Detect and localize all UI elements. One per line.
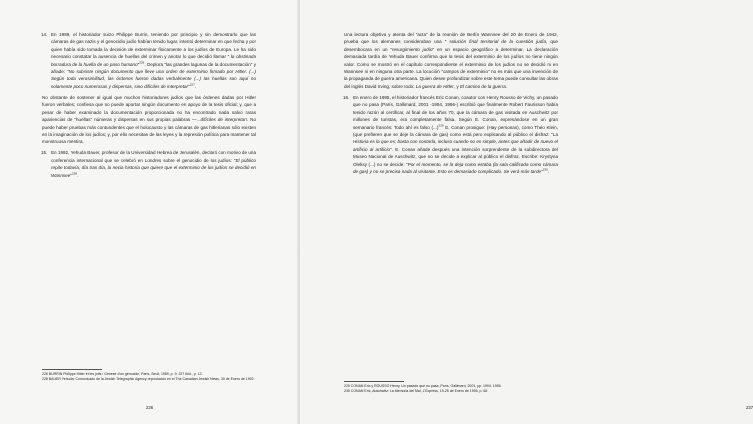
footnote-ref: 227 bbox=[189, 82, 195, 87]
text-run: En 1992, Yehuda Bauer, profesor de la Universidad Hebrea de Jerusalén, declaró con motivo de una conferencia internacional que se celebró en Londres sobre el genocidio de los judíos: " bbox=[51, 150, 256, 163]
text-run: E. Conan prosigue: (Hay personas), como Théo Klein, (que prefieren que se deje la cámara de gas) como está pero explicando al público el disfraz: " bbox=[353, 124, 558, 137]
text-run: " bbox=[137, 61, 140, 67]
paragraph bbox=[344, 94, 558, 175]
footnote: 230 CONAN Eric, Auschwitz: La Memoria del Mal, L'Express, 19-25 de Enero de 1995, p. 68 bbox=[344, 389, 488, 394]
text-run: En enero de 1995, el historiador francés Eric Conan, coautor con Henry Rousso de Vichy, un pasado que no pasa (París, Gallimard, 2001 -1994, 1996-) escribió que finalmente Robert Faurisson había tenido razón al certificar, al final de los años 70, que la cámara de gas visitada en Auschwitz por millones de turistas, era completamente falsa. Según E. Conan, expresándose en un gran semanario francés: Todo ahí es falso (...) bbox=[353, 94, 558, 130]
left-footnote-rule bbox=[42, 369, 102, 370]
text-run: Una lectura objetiva y atenta del "acta" de la reunión de Berlín Wannsee del 20 de Enero de 1942, prueba que los alemanes consideraban una " bbox=[344, 32, 558, 45]
right-footnotes bbox=[344, 384, 558, 394]
paragraph bbox=[42, 31, 256, 90]
text-run: . Deplora "las grandes lagunas de la documentación" y añade: " bbox=[51, 61, 257, 75]
paragraph bbox=[42, 94, 256, 146]
left-page-number: 236 bbox=[146, 405, 154, 410]
text-run: . bbox=[77, 172, 79, 178]
right-page-number: 237 bbox=[746, 405, 753, 410]
right-page bbox=[300, 0, 753, 424]
footnote: 228 BAUER Yehuda, Comunicado de la Jewish Telegraphic Agency reproducido en el The Canadian Jewish News, 30 de Enero de 1992. bbox=[42, 377, 255, 382]
text-run: No subsiste ningún documento que lleve una orden de exterminio firmado por Hitler. (...) Según toda verosimilitud, las órdenes fueron dadas verbalmente (...) las huellas son aquí no solamente poco numerosas y dispersas, sino difíciles de interpretar bbox=[51, 69, 256, 89]
footnote-ref: 230 bbox=[542, 167, 548, 172]
footnote-ref: 228 bbox=[71, 171, 77, 176]
text-run: ". E. Conan añade después una intención sorprendente de la subdirectora del Museo Nacional de Auschwitz, que no se decide a explicar al público el disfraz. Escribe: Krystyna Oleksy (...) no se decide: " bbox=[353, 146, 559, 167]
text-run: la obstinada borradura de la huella de un paso humano bbox=[51, 54, 256, 67]
text-run: No obstante de sostener al igual que muchos historiadores judíos que las órdenes dadas por Hitler fueron verbales; confiesa que no puede aportar ningún documento en apoyo de la tesis oficial; y, que a pesar de haber examinado la documentación proporcionada no ha encontrado nada salvo raras apariencias de "huellas" númeras y dispersas en sus propias palabras —... bbox=[42, 94, 256, 123]
text-run: " bbox=[188, 83, 190, 89]
text-run: difíciles de interpretar bbox=[200, 117, 246, 123]
text-run: " en un espacio geográfico a determinar. La declaración demasiada tardía de Yehuda Bauer confirma que la tesis del exterminio de los judíos no tiene ningún valor. Como se mostró en el capítulo correspondiente el exterminio de los judíos no se decidió ni en Wannsee ni en ninguna otra parte. La locución "campos de exterminio" no es más que una invención de la propaganda de guerra americana. Quien desee profundizar sobre este tema puede consultar las obras del inglés David Irving, sobre todo: bbox=[344, 46, 558, 89]
right-footnote-rule bbox=[344, 381, 404, 382]
text-run: La Historia es la que es; basta con contarla, incluso cuando no es simple, antes que añadir de nuevo el artificio al artificio bbox=[353, 131, 558, 152]
text-run: resurgimiento judío bbox=[391, 46, 433, 52]
text-run: La guerra de Hitler bbox=[415, 83, 454, 89]
text-run: . bbox=[194, 83, 197, 89]
footnote-ref: 226 bbox=[139, 60, 145, 65]
text-run: " bbox=[70, 172, 72, 178]
text-run: , y bbox=[453, 83, 460, 89]
left-page bbox=[0, 0, 300, 424]
text-run: , que desembocara en un " bbox=[344, 39, 558, 52]
paragraph bbox=[344, 31, 558, 90]
text-run: solución final territorial de la cuestión judía bbox=[449, 39, 547, 45]
paragraph-number: 14. bbox=[41, 32, 48, 37]
text-run: . bbox=[505, 83, 508, 89]
right-page-body bbox=[344, 31, 558, 179]
text-run: Por el momento, se la deja como estaba (la sala calificada como cámara de gas) y no se precisa nada al visitante. Esto es demasiado complicado. Se verá más tarde bbox=[353, 161, 558, 174]
paragraph bbox=[42, 149, 256, 179]
text-run: El público repite todavía, día tras día, la necia historia que quiere que el exterminio de los judíos se decidió en Wannsee bbox=[51, 157, 256, 178]
footnote: 229 CONAN Eric y ROUSSO Henry, Un pasado que no pasa, París, Gallimard, 2001, pp. 1994, 1996. bbox=[344, 384, 502, 388]
text-run: En 1989, el historiador suizo Philippe Burrin, teniendo por principio y sin demostrarlo que las cámaras de gas nazis y el genocidio judío habían tenido lugar, intentó determinar en que fecha y por quien había sido tomada la decisión de exterminar físicamente a los judíos de Europa. Le ha sido necesario constatar la ausencia de huellas del crimen y anotar lo que decidió llamar " bbox=[51, 32, 256, 60]
text-run: . bbox=[547, 169, 550, 174]
paragraph-number: 15. bbox=[41, 150, 48, 156]
paragraph-number: 16. bbox=[343, 94, 350, 100]
left-footnotes bbox=[42, 372, 256, 382]
text-run: " bbox=[541, 169, 543, 174]
text-run: El camino de la guerra bbox=[459, 83, 506, 89]
footnote: 226 BURRIN Philippe Hitler et les juifs / Genese d'un génocide, París, Seuil, 1989, p. 9. 227 Ibid., p. 13 bbox=[42, 372, 202, 376]
text-run: !. No puede haber pruebas más contundentes que el holocausto y las cámaras de gas hitlerianas sólo existen en la imaginación de los judíos; y, por ello necesitan de las leyes y la represión política para mantener tal monstruosa mentira. bbox=[42, 117, 256, 145]
left-page-body bbox=[42, 31, 256, 183]
footnote-ref: 229 bbox=[438, 123, 444, 128]
